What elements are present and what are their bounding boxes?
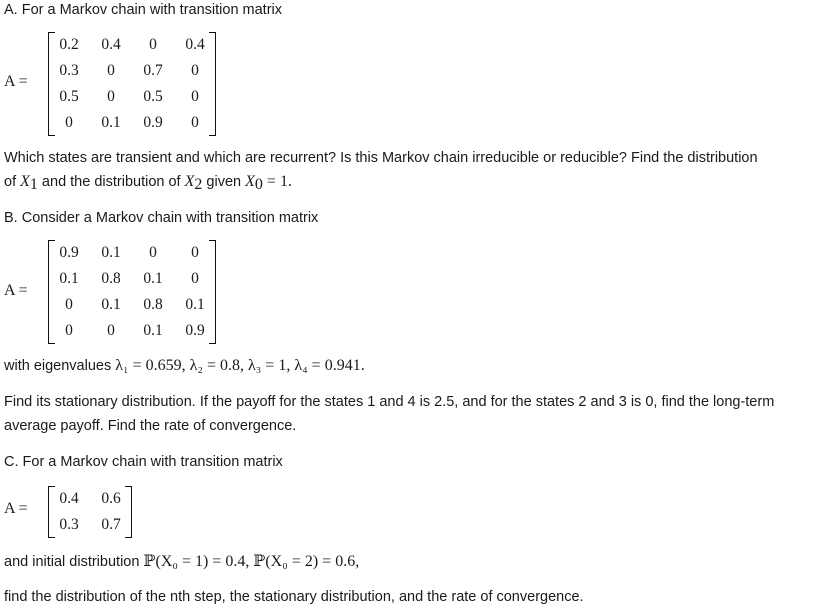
x1-var: X xyxy=(20,173,30,190)
matrix-cell: 0 xyxy=(149,36,157,53)
matrix-cell: 0.9 xyxy=(59,244,79,261)
matrix-cell: 0.4 xyxy=(59,490,79,507)
part-a-question-line2 xyxy=(4,173,292,191)
part-a-matrix-label: A = xyxy=(4,73,28,90)
matrix-cell: 0.1 xyxy=(143,270,163,287)
part-c-matrix xyxy=(48,486,132,538)
x0-sub: 0 xyxy=(254,176,263,193)
matrix-cell: 0 xyxy=(107,322,115,339)
x0-var: X xyxy=(245,173,255,190)
part-b-heading: B. Consider a Markov chain with transition matrix xyxy=(4,210,319,226)
matrix-cell: 0 xyxy=(191,62,199,79)
eigen-text: with eigenvalues xyxy=(4,358,116,374)
part-b-matrix xyxy=(48,240,216,344)
matrix-cell: 0.4 xyxy=(185,36,205,53)
init-formula: ℙ(X₀ = 1) = 0.4, ℙ(X₀ = 2) = 0.6, xyxy=(143,553,360,570)
matrix-cell: 0.5 xyxy=(143,88,163,105)
matrix-cell: 0.3 xyxy=(59,62,79,79)
part-a-heading: A. For a Markov chain with transition matrix xyxy=(4,2,283,18)
matrix-cell: 0 xyxy=(191,244,199,261)
part-a-question-line1: Which states are transient and which are recurrent? Is this Markov chain irreducible or reducible? Find the distribution xyxy=(4,150,758,166)
part-b-matrix-label: A = xyxy=(4,282,28,299)
q2-text: given xyxy=(202,174,246,190)
matrix-cell: 0 xyxy=(107,62,115,79)
part-b-question-line1: Find its stationary distribution. If the payoff for the states 1 and 4 is 2.5, and for the states 2 and 3 is 0, find the long-term xyxy=(4,394,775,410)
matrix-cell: 0 xyxy=(149,244,157,261)
part-c-initial-line xyxy=(4,551,359,571)
part-b-eigen-line xyxy=(4,357,365,375)
matrix-cell: 0.8 xyxy=(143,296,163,313)
matrix-cell: 0.6 xyxy=(101,490,121,507)
matrix-grid xyxy=(48,32,216,136)
matrix-cell: 0 xyxy=(191,114,199,131)
part-c-question: find the distribution of the nth step, the stationary distribution, and the rate of convergence. xyxy=(4,589,584,605)
q2-text: and the distribution of xyxy=(37,174,185,190)
part-a-matrix xyxy=(48,32,216,136)
matrix-cell: 0.8 xyxy=(101,270,121,287)
matrix-cell: 0.4 xyxy=(101,36,121,53)
matrix-cell: 0 xyxy=(191,88,199,105)
init-text: and initial distribution xyxy=(4,554,144,570)
part-c-heading: C. For a Markov chain with transition matrix xyxy=(4,454,283,470)
matrix-grid xyxy=(48,486,132,538)
q2-text: of xyxy=(4,174,21,190)
matrix-cell: 0 xyxy=(107,88,115,105)
matrix-cell: 0.9 xyxy=(185,322,205,339)
matrix-cell: 0.5 xyxy=(59,88,79,105)
matrix-cell: 0 xyxy=(65,114,73,131)
matrix-cell: 0.1 xyxy=(101,296,121,313)
matrix-grid xyxy=(48,240,216,344)
matrix-cell: 0.3 xyxy=(59,516,79,533)
matrix-cell: 0 xyxy=(65,322,73,339)
matrix-cell: 0.7 xyxy=(101,516,121,533)
x1-sub: 1 xyxy=(29,176,38,193)
matrix-cell: 0.7 xyxy=(143,62,163,79)
x0-equals: = 1. xyxy=(262,173,292,190)
matrix-cell: 0.2 xyxy=(59,36,79,53)
matrix-cell: 0.9 xyxy=(143,114,163,131)
part-c-matrix-label: A = xyxy=(4,500,28,517)
matrix-cell: 0 xyxy=(191,270,199,287)
x2-var: X xyxy=(184,173,195,190)
part-b-question-line2: average payoff. Find the rate of convergence. xyxy=(4,418,297,434)
eigenvalues: λ₁ = 0.659, λ₂ = 0.8, λ₃ = 1, λ₄ = 0.941. xyxy=(115,357,365,374)
matrix-cell: 0.1 xyxy=(185,296,205,313)
matrix-cell: 0 xyxy=(65,296,73,313)
matrix-cell: 0.1 xyxy=(101,114,121,131)
matrix-cell: 0.1 xyxy=(101,244,121,261)
x2-sub: 2 xyxy=(194,176,203,193)
matrix-cell: 0.1 xyxy=(59,270,79,287)
matrix-cell: 0.1 xyxy=(143,322,163,339)
